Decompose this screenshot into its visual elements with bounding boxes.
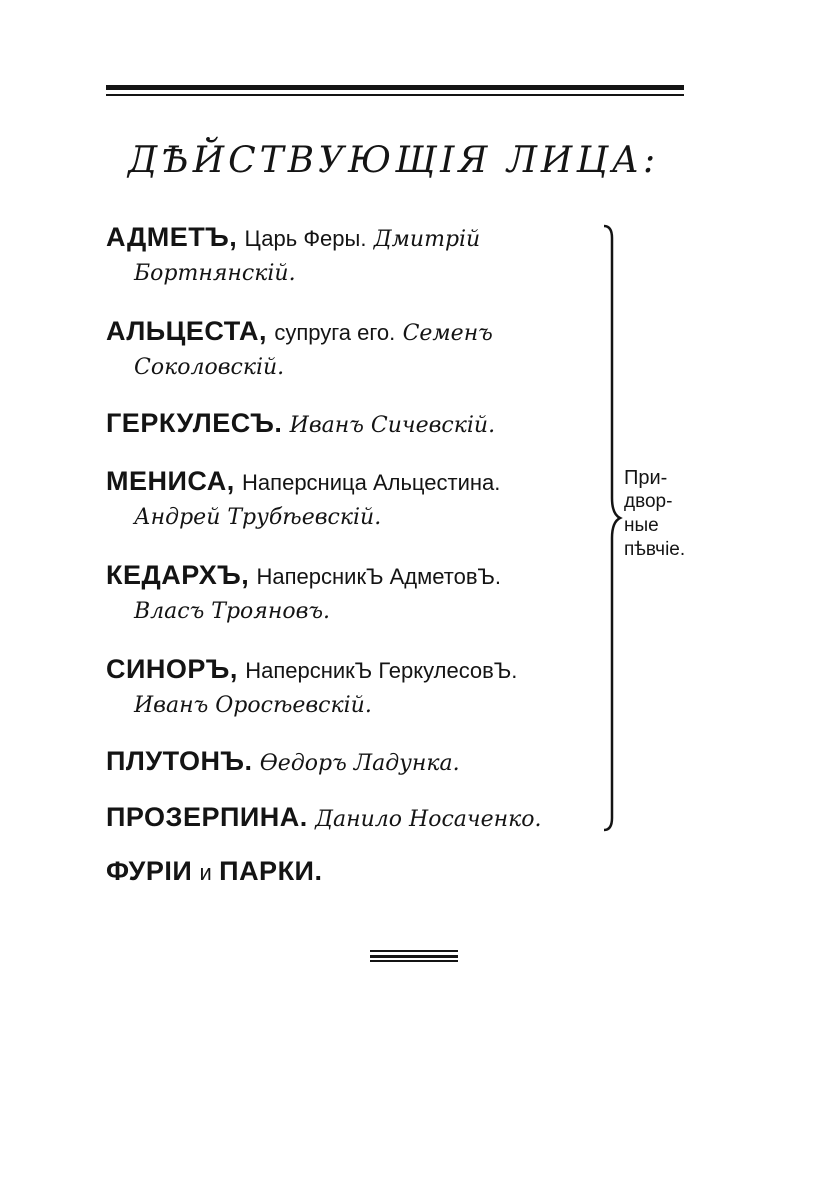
role-name-parcae: ПАРКИ. [219,856,323,886]
role-description: супруга его. [274,320,396,345]
role-name-furies: ФУРІИ [106,856,193,886]
role-description: НаперсникЪ ГеркулесовЪ. [245,658,518,683]
conjunction: и [199,860,212,885]
role-description: НаперсникЪ АдметовЪ. [256,564,502,589]
cast-entry-kedarkh-continued [134,598,330,624]
actor-name-continued: Бортнянскій. [134,261,296,286]
bottom-rule-line-3 [370,960,458,962]
cast-entry-proserpina [106,802,541,833]
cast-entry-pluto [106,746,460,777]
role-description: Царь Феры. [244,226,367,251]
role-name: АДМЕТЪ, [106,222,238,252]
actor-name: Андрей Трубѣевскій. [134,505,382,530]
page-heading: ДѢЙСТВУЮЩІЯ ЛИЦА: [128,140,660,181]
cast-entry-sinor-continued [134,692,372,718]
actor-name: Власъ Трояновъ. [134,599,331,624]
cast-entry-admet [106,222,480,253]
cast-entry-menisa [106,466,500,497]
actor-name: Данило Носаченко. [315,807,542,832]
note-line-3: ные [624,515,659,536]
top-double-rule [106,85,684,99]
role-name: ПРОЗЕРПИНА. [106,802,308,832]
cast-entry-hercules [106,408,495,439]
role-description: Наперсница Альцестина. [242,470,501,495]
actor-name: Иванъ Сичевскій. [289,413,496,438]
note-line-1: При- [624,467,668,489]
cast-entry-admet-continued [134,260,296,286]
cast-entry-kedarkh [106,560,501,591]
actor-name: Иванъ Оросѣевскій. [134,693,372,718]
role-name: СИНОРЪ, [106,654,238,684]
role-name: ПЛУТОНЪ. [106,746,253,776]
court-singers-note [624,466,724,562]
note-line-4: пѣвчіе. [624,539,686,560]
bottom-ornamental-rule [370,950,458,962]
cast-entry-alcesta [106,316,493,347]
cast-entry-alcesta-continued [134,354,284,380]
role-name: КЕДАРХЪ, [106,560,250,590]
right-brace [600,222,624,834]
top-rule-thin-line [106,94,684,96]
cast-entry-menisa-continued [134,504,381,530]
role-name: МЕНИСА, [106,466,235,496]
top-rule-thick-line [106,85,684,90]
role-name: ГЕРКУЛЕСЪ. [106,408,283,438]
cast-entry-sinor [106,654,517,685]
actor-name: Ѳедоръ Ладунка. [259,751,460,776]
note-line-2: двор- [624,491,673,512]
actor-name-continued: Соколовскій. [134,355,285,380]
role-name: АЛЬЦЕСТА, [106,316,268,346]
bottom-rule-line-2 [370,955,458,958]
actor-name: Дмитрій [373,227,481,252]
actor-name: Семенъ [402,321,493,346]
bottom-rule-line-1 [370,950,458,952]
cast-entry-furies-parcae [106,856,322,887]
